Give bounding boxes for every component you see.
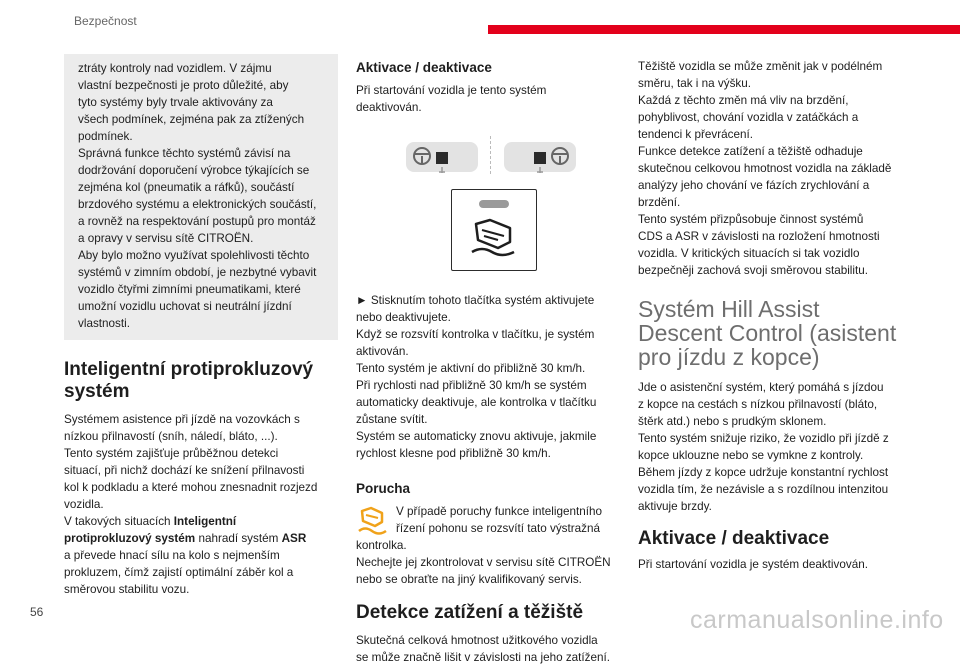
body-line: Při startování vozidla je tento systém (356, 84, 547, 97)
body-line: Nechejte jej zkontrolovat v servisu sítě CITROËN (356, 556, 611, 569)
body-bold-run: ASR (281, 532, 307, 545)
note-line: vlastnosti. (78, 317, 130, 330)
page-number: 56 (30, 605, 44, 619)
body-line: Při rychlosti nad přibližně 30 km/h se systém (356, 379, 587, 392)
body-line: Tento systém je aktivní do přibližně 30 km/h. (356, 362, 586, 375)
body-line: nebo deaktivujete. (356, 311, 451, 324)
body-line: zůstane svítit. (356, 413, 428, 426)
body-line: deaktivován. (356, 101, 422, 114)
body-line: Tento systém snižuje riziko, že vozidlo při jízdě z (638, 432, 889, 445)
body-line: ► Stisknutím tohoto tlačítka systém aktivujete (356, 294, 595, 307)
body-line (64, 513, 338, 530)
body-line: vozidla tím, že nezávisle a s rozdílnou intenzitou (638, 483, 889, 496)
section-heading (64, 359, 338, 403)
note-box (64, 54, 338, 340)
note-line: brzdového systému a elektronických součástí, (78, 198, 317, 211)
body-line: Tento systém zajišťuje průběžnou detekci (64, 447, 279, 460)
body-text-run: nahradí systém (195, 532, 282, 545)
section-heading-load: Detekce zatížení a těžiště (356, 602, 584, 623)
section-label: Bezpečnost (74, 14, 137, 28)
chapter-title (638, 297, 906, 369)
traction-warning-icon (356, 503, 388, 537)
steering-wheel-button-icon (504, 142, 576, 172)
body-line: CDS a ASR v závislosti na rozložení hmotnosti (638, 230, 880, 243)
button-illustration (356, 136, 624, 272)
body-line: Jde o asistenční systém, který pomáhá s jízdou (638, 381, 884, 394)
note-line: zejména kol (pneumatik a ráfků), součástí (78, 181, 295, 194)
body-line: Těžiště vozidla se může změnit jak v podélném (638, 60, 883, 73)
body-line: rychlost klesne pod přibližně 30 km/h. (356, 447, 551, 460)
body-line: Při startování vozidla je systém deaktivován. (638, 558, 868, 571)
note-line: a opravy v servisu sítě CITROËN. (78, 232, 254, 245)
divider (490, 136, 493, 174)
section-heading-activation: Aktivace / deaktivace (638, 528, 830, 549)
body-line: prokluzem, čímž zajistí optimální záběr kol a (64, 566, 294, 579)
button-pair (406, 136, 576, 176)
body-line: štěrk atd.) nebo s prudkým sklonem. (638, 415, 827, 428)
body-line: vozidla. V kritických situacích si tak vozidlo (638, 247, 860, 260)
body-line (64, 530, 338, 547)
body-line: skutečnou celkovou hmotnost vozidla na základě (638, 162, 892, 175)
body-line: analýzy jeho chování ve fázích zrychlování a (638, 179, 870, 192)
body-line: situací, při nichž dochází ke snížení přilnavosti (64, 464, 305, 477)
note-line: podmínek. (78, 130, 133, 143)
note-line: ztráty kontroly nad vozidlem. V zájmu (78, 62, 272, 75)
note-line: tyto systémy byly trvale aktivovány za (78, 96, 273, 109)
watermark: carmanualsonline.info (690, 606, 944, 634)
body-line: kopce uklouzne nebo se vymkne z kontroly. (638, 449, 864, 462)
body-line: tendenci k převrácení. (638, 128, 753, 141)
subheading-fault: Porucha (356, 481, 411, 496)
body-line: směrovou stabilitu vozu. (64, 583, 190, 596)
note-line: Správná funkce těchto systémů závisí na (78, 147, 291, 160)
chapter-title-line: pro jízdu z kopce) (638, 344, 820, 370)
grip-control-button-icon (451, 189, 537, 271)
note-line: systémů v zimním období, je nezbytné vybavit (78, 266, 317, 279)
chapter-title-line: Descent Control (asistent (638, 320, 897, 346)
body-line: pohyblivost, chování vozidla v zatáčkách a (638, 111, 859, 124)
body-line: Během jízdy z kopce udržuje konstantní rychlost (638, 466, 889, 479)
body-line: vozidla. (64, 498, 104, 511)
body-line: a převede hnací sílu na kolo s nejmenším (64, 549, 280, 562)
note-line: umožní vozidlu uchovat si neutrální jízdní (78, 300, 292, 313)
body-line: aktivuje brzdy. (638, 500, 712, 513)
body-line: Tento systém přizpůsobuje činnost systémů (638, 213, 864, 226)
body-line: Když se rozsvítí kontrolka v tlačítku, je systém (356, 328, 595, 341)
body-line: nízkou přilnavostí (sníh, náledí, bláto, ...). (64, 430, 278, 443)
body-line: aktivován. (356, 345, 409, 358)
chapter-title-line: Systém Hill Assist (638, 296, 820, 322)
body-line: směru, tak i na výšku. (638, 77, 752, 90)
heading-line: Inteligentní protiprokluzový (64, 359, 314, 380)
body-line: se může značně lišit v závislosti na jeho zatížení. (356, 651, 610, 664)
column-middle (356, 54, 624, 666)
column-left (64, 54, 338, 598)
body-line: z kopce na cestách s nízkou přilnavostí (bláto, (638, 398, 878, 411)
body-bold-run: Inteligentní (173, 515, 237, 528)
body-line: Systémem asistence při jízdě na vozovkách s (64, 413, 300, 426)
body-line: řízení pohonu se rozsvítí tato výstražná (396, 522, 600, 535)
body-line: V případě poruchy funkce inteligentního (396, 505, 602, 518)
body-line: Systém se automaticky znovu aktivuje, jakmile (356, 430, 597, 443)
body-line: Každá z těchto změn má vliv na brzdění, (638, 94, 849, 107)
note-line: a rovněž na respektování postupů pro montáž (78, 215, 316, 228)
body-text-run: V takových situacích (64, 515, 174, 528)
body-line: Funkce detekce zatížení a těžiště odhaduje (638, 145, 863, 158)
column-right (638, 54, 906, 573)
section-accent-bar (488, 25, 960, 34)
indicator-lamp (479, 200, 509, 208)
body-line: automaticky deaktivuje, ale kontrolka v tlačítku (356, 396, 597, 409)
subheading-activation: Aktivace / deaktivace (356, 60, 492, 75)
body-line: bezpečněji zachová svoji směrovou stabilitu. (638, 264, 868, 277)
note-line: vlastní bezpečnosti je proto důležité, aby (78, 79, 289, 92)
body-line: kol k podkladu a které mohou znesnadnit rozjezd (64, 481, 318, 494)
body-text (64, 411, 338, 598)
steering-wheel-button-icon (406, 142, 478, 172)
heading-line: systém (64, 381, 130, 402)
note-line: Aby bylo možno využívat spolehlivosti těchto (78, 249, 310, 262)
note-line: vozidlo čtyřmi zimními pneumatikami, které (78, 283, 301, 296)
note-line: všech podmínek, zejména pak za ztížených (78, 113, 305, 126)
note-line: dodržování doporučení výrobce týkajících se (78, 164, 310, 177)
body-bold-run: protiprokluzový systém (64, 532, 196, 545)
body-line: brzdění. (638, 196, 681, 209)
body-line: Skutečná celková hmotnost užitkového vozidla (356, 634, 598, 647)
body-line: nebo se obraťte na jiný kvalifikovaný servis. (356, 573, 582, 586)
body-line: kontrolka. (356, 539, 407, 552)
